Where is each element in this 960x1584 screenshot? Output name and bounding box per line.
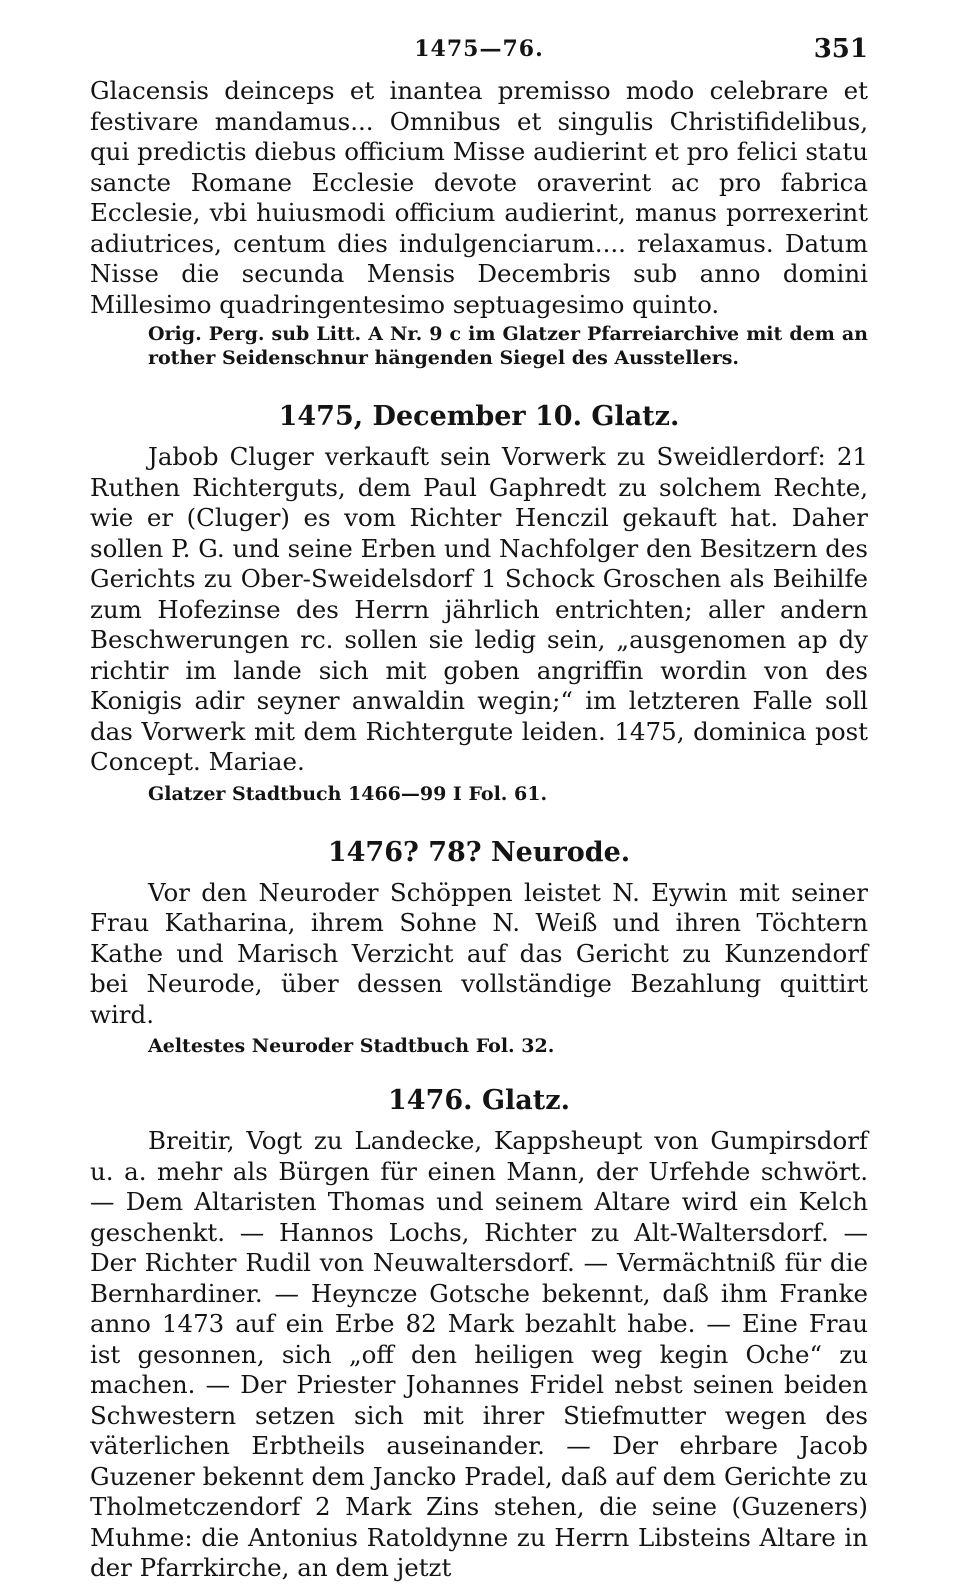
- running-head: [90, 30, 868, 76]
- document-paragraph: Jabob Cluger verkauft sein Vorwerk zu Sweidlerdorf: 21 Ruthen Richterguts, dem Paul Gaphredt zu solchem Rechte, wie er (Cluger) es vom Richter Henczil gekauft hat. Daher sollen P. G. und seine Erben und Nachfolger den Besitzern des Gerichts zu Ober-Sweidelsdorf 1 Schock Groschen als Beihilfe zum Hofezinse des Herrn jährlich entrichten; aller andern Beschwerungen rc. sollen sie ledig sein, „ausgenomen ap dy richtir im lande sich mit goben angriffin wordin von des Konigis adir seyner anwaldin wegin;“ im letzteren Falle soll das Vorwerk mit dem Richtergute leiden. 1475, dominica post Concept. Mariae.: [90, 442, 868, 776]
- document-paragraph: Glacensis deinceps et inantea premisso modo celebrare et festivare mandamus... Omnibus et singulis Christifidelibus, qui predictis diebus officium Misse audierint et pro felici statu sancte Romane Ecclesie devote oraverint ac pro fabrica Ecclesie, vbi huiusmodi officium audierint, manus porrexerint adiutrices, centum dies indulgenciarum.... relaxamus. Datum Nisse die secunda Mensis Decembris sub anno domini Millesimo quadringentesimo septuagesimo quinto.: [90, 76, 868, 319]
- source-note: Aeltestes Neuroder Stadtbuch Fol. 32.: [148, 1035, 555, 1057]
- running-title: 1475—76.: [414, 36, 544, 62]
- entry-heading: 1475, December 10. Glatz.: [278, 401, 680, 432]
- entry-heading: 1476. Glatz.: [388, 1085, 570, 1116]
- document-paragraph: Vor den Neuroder Schöppen leistet N. Eywin mit seiner Frau Katharina, ihrem Sohne N. Weiß und ihren Töchtern Kathe und Marisch Verzicht auf das Gericht zu Kunzendorf bei Neurode, über dessen vollständige Bezahlung quittirt wird.: [90, 877, 868, 1029]
- document-paragraph: Breitir, Vogt zu Landecke, Kappsheupt von Gumpirsdorf u. a. mehr als Bürgen für einen Mann, der Urfehde schwört. — Dem Altaristen Thomas und seinem Altare wird ein Kelch geschenkt. — Hannos Lochs, Richter zu Alt-Waltersdorf. — Der Richter Rudil von Neuwaltersdorf. — Vermächtniß für die Bernhardiner. — Heyncze Gotsche bekennt, daß ihm Franke anno 1473 auf ein Erbe 82 Mark bezahlt habe. — Eine Frau ist gesonnen, sich „off den heiligen weg kegin Oche“ zu machen. — Der Priester Johannes Fridel nebst seinen beiden Schwestern setzen sich mit ihrer Stiefmutter wegen des väterlichen Erbtheils auseinander. — Der ehrbare Jacob Guzener bekennt dem Jancko Pradel, daß auf dem Gerichte zu Tholmetczendorf 2 Mark Zins stehen, die seine (Guzeners) Muhme: die Antonius Ratoldynne zu Herrn Libsteins Altare in der Pfarrkirche, an dem jetzt: [90, 1126, 868, 1582]
- page-number: 351: [813, 34, 868, 64]
- book-page: [90, 30, 868, 1584]
- source-note: Glatzer Stadtbuch 1466—99 I Fol. 61.: [148, 782, 548, 805]
- entry-heading: 1476? 78? Neurode.: [327, 836, 631, 868]
- source-note: Orig. Perg. sub Litt. A Nr. 9 c im Glatzer Pfarreiarchive mit dem an rother Seidenschnur hängenden Siegel des Ausstellers.: [148, 323, 868, 369]
